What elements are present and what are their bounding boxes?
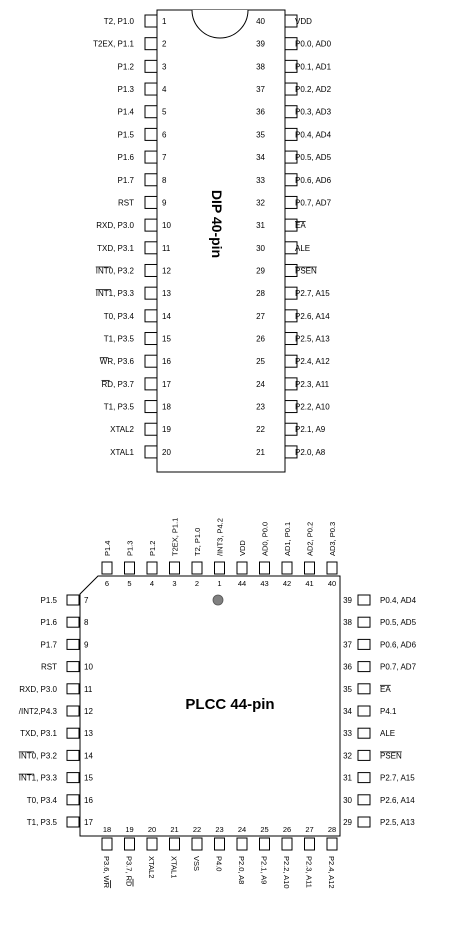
pin-number: 22 <box>256 425 265 435</box>
pin-label: P2.5, A13 <box>295 334 330 344</box>
pin-label: XTAL1 <box>169 856 179 879</box>
pin-number: 33 <box>256 175 265 185</box>
pin-lead <box>145 15 157 27</box>
pin-label: RXD, P3.0 <box>96 221 134 231</box>
pin-label: RXD, P3.0 <box>19 684 57 694</box>
pin-label: XTAL1 <box>110 447 134 457</box>
pin-label: P0.1, AD1 <box>295 62 332 72</box>
pin-number: 40 <box>256 17 265 26</box>
pin-lead <box>145 38 157 50</box>
pin-number: 39 <box>343 596 352 605</box>
pin-lead <box>102 838 112 850</box>
pin-lead <box>145 196 157 208</box>
pin-lead <box>358 706 370 716</box>
pin-number: 29 <box>256 266 265 276</box>
pin-label: P1.7 <box>117 175 134 185</box>
pin-lead <box>125 838 135 850</box>
pin-label: P0.5, AD5 <box>380 618 417 628</box>
pin-lead <box>305 838 315 850</box>
pin-lead <box>358 639 370 649</box>
pin-number: 32 <box>343 751 352 761</box>
pin-number: 23 <box>256 402 265 412</box>
pin-label: /INT2,P4.3 <box>18 707 57 716</box>
pin-number: 22 <box>192 825 202 834</box>
pin-label: T2EX, P1.1 <box>170 517 180 556</box>
pin-number: 6 <box>162 130 167 140</box>
pin-number: 30 <box>343 795 352 805</box>
pin-label: P2.1, A9 <box>295 425 326 435</box>
pin-number: 11 <box>84 684 93 694</box>
pin-number: 24 <box>237 825 247 834</box>
pin-lead <box>170 562 180 574</box>
pin-number: 6 <box>104 579 110 588</box>
pin-number: 12 <box>84 707 93 716</box>
pin-label: XTAL2 <box>110 425 134 435</box>
pin-label: P1.3 <box>117 85 134 95</box>
pin-label: P1.3 <box>125 540 135 556</box>
pin-number: 31 <box>343 773 352 783</box>
pin-number: 38 <box>256 62 265 72</box>
pin-number: 42 <box>282 579 292 588</box>
pin-number: 17 <box>84 818 93 827</box>
pin-number: 13 <box>84 729 93 739</box>
pin-number: 26 <box>256 334 265 344</box>
pin-label: T2, P1.0 <box>193 527 202 556</box>
pin-lead <box>145 378 157 390</box>
pin-label: P0.4, AD4 <box>295 130 332 140</box>
pin-number: 43 <box>260 579 269 588</box>
pin-lead <box>358 817 370 827</box>
pin-label: P0.3, AD3 <box>295 107 332 117</box>
pin-number: 13 <box>162 289 171 299</box>
pin-lead <box>145 287 157 299</box>
pin-number: 3 <box>162 62 167 72</box>
pin-number: 14 <box>162 311 171 321</box>
pin-label: AD1, P0.1 <box>283 521 292 556</box>
pin-label: P1.6 <box>40 618 57 628</box>
pin-label: RST <box>118 198 134 208</box>
pin-label: P4.0 <box>214 856 224 872</box>
pin-lead <box>145 401 157 413</box>
pin-label: EA <box>380 684 391 694</box>
pin-number: 31 <box>256 221 265 231</box>
pin-lead <box>67 750 79 760</box>
pin-lead <box>145 355 157 367</box>
pin-number: 10 <box>84 662 93 672</box>
pin-label: INT1, P3.3 <box>95 289 134 299</box>
pin-number: 16 <box>84 795 93 805</box>
pin-lead <box>145 333 157 345</box>
pin-label: T1, P3.5 <box>103 334 134 344</box>
pin-label: P3.6, WR <box>102 856 111 889</box>
pin-number: 44 <box>237 579 247 588</box>
pin-number: 41 <box>305 579 314 588</box>
pin-lead <box>358 595 370 605</box>
plcc-package <box>19 518 417 889</box>
pin-lead <box>145 423 157 435</box>
pin-lead <box>305 562 315 574</box>
pin-label: AD3, P0.3 <box>328 521 337 556</box>
pin-label: P2.3, A11 <box>295 379 330 389</box>
pin1-marker <box>213 595 223 605</box>
pin-label: P0.7, AD7 <box>295 198 332 208</box>
pin-number: 3 <box>172 579 177 588</box>
pin-number: 29 <box>343 818 352 827</box>
pin-label: T0, P3.4 <box>103 311 134 321</box>
pin-lead <box>215 562 225 574</box>
pin-label: P0.2, AD2 <box>295 85 332 95</box>
pin-label: P1.5 <box>40 596 57 605</box>
pin-lead <box>145 60 157 72</box>
pin-lead <box>260 562 270 574</box>
pin-label: P2.6, A14 <box>380 795 415 805</box>
pin-number: 17 <box>162 379 171 389</box>
pin-number: 7 <box>84 596 89 605</box>
pin-number: 36 <box>256 107 265 117</box>
pin-label: P2.7, A15 <box>380 773 415 783</box>
pin-lead <box>282 562 292 574</box>
pin-lead <box>145 83 157 95</box>
pin-label: AD0, P0.0 <box>260 521 270 556</box>
pin-label: T1, P3.5 <box>103 402 134 412</box>
pin-number: 1 <box>217 579 222 588</box>
pin-label: P1.4 <box>117 107 134 117</box>
pin-label: INT0, P3.2 <box>18 751 57 761</box>
pin-label: TXD, P3.1 <box>97 243 134 253</box>
pin-number: 4 <box>162 85 167 95</box>
pin-number: 9 <box>84 640 89 650</box>
pin-lead <box>260 838 270 850</box>
pin-lead <box>67 706 79 716</box>
pin-number: 19 <box>125 825 134 834</box>
pin-label: P2.6, A14 <box>295 311 330 321</box>
pin-number: 15 <box>84 773 93 783</box>
pin-number: 40 <box>327 579 337 588</box>
pin-label: P0.0, AD0 <box>295 39 332 49</box>
pin-lead <box>237 838 247 850</box>
pin-number: 38 <box>343 618 352 628</box>
pin-number: 36 <box>343 662 352 672</box>
pin-label: VDD <box>238 540 247 556</box>
pin-label: P0.4, AD4 <box>380 596 417 605</box>
pin-lead <box>358 684 370 694</box>
pin-number: 2 <box>194 579 200 588</box>
pin-label: ALE <box>380 729 396 739</box>
pin-number: 20 <box>147 825 157 834</box>
pin-lead <box>147 838 157 850</box>
pin-number: 28 <box>327 825 337 834</box>
pin-lead <box>327 838 337 850</box>
pin-number: 8 <box>84 618 89 628</box>
pin-label: T2, P1.0 <box>103 17 134 26</box>
pin-number: 37 <box>343 640 352 650</box>
pin-lead <box>67 617 79 627</box>
pin-lead <box>145 446 157 458</box>
pin-label: P4.1 <box>380 707 397 716</box>
pin-lead <box>145 264 157 276</box>
pin-lead <box>358 795 370 805</box>
pin-label: P2.4, A12 <box>295 357 330 367</box>
pin-number: 19 <box>162 425 171 435</box>
pin-label: P2.0, A8 <box>295 447 326 457</box>
pin-lead <box>358 662 370 672</box>
pin-lead <box>67 773 79 783</box>
pin-number: 33 <box>343 729 352 739</box>
pin-lead <box>237 562 247 574</box>
pin-number: 12 <box>162 266 171 276</box>
pin-lead <box>192 838 202 850</box>
pin-label: AD2, P0.2 <box>305 521 315 556</box>
pin-label: P2.3, A11 <box>304 856 314 888</box>
dip-package <box>93 10 331 472</box>
pin-lead <box>145 310 157 322</box>
pin-label: ALE <box>295 243 311 253</box>
pin-lead <box>67 795 79 805</box>
pin-number: 34 <box>343 707 352 716</box>
pin-lead <box>145 219 157 231</box>
pin-label: /INT3, P4.2 <box>215 518 225 556</box>
pin-label: T0, P3.4 <box>26 795 57 805</box>
pin-label: P2.7, A15 <box>295 289 330 299</box>
pin-number: 35 <box>256 130 265 140</box>
pin-number: 34 <box>256 153 265 163</box>
pin-label: XTAL2 <box>147 856 156 879</box>
pin-number: 35 <box>343 684 352 694</box>
pin-lead <box>358 750 370 760</box>
pin-number: 28 <box>256 289 265 299</box>
pin-label: P1.2 <box>117 62 134 72</box>
pin-label: T2EX, P1.1 <box>93 39 134 49</box>
pin-lead <box>145 106 157 118</box>
pin-label: P0.5, AD5 <box>295 153 332 163</box>
pin-lead <box>147 562 157 574</box>
pin-lead <box>145 174 157 186</box>
pin-number: 20 <box>162 447 171 457</box>
pin-label: RD, P3.7 <box>101 379 134 389</box>
pin-lead <box>67 817 79 827</box>
pin-lead <box>145 242 157 254</box>
pin-label: P2.5, A13 <box>380 818 415 827</box>
pin-label: PSEN <box>380 751 402 761</box>
pin-lead <box>327 562 337 574</box>
pin-lead <box>358 773 370 783</box>
plcc-title: PLCC 44-pin <box>185 696 275 713</box>
pin-number: 16 <box>162 357 171 367</box>
dip-title: DIP 40-pin <box>209 189 225 259</box>
pin-label: VSS <box>192 856 201 872</box>
pin-lead <box>215 838 225 850</box>
pin-lead <box>67 728 79 738</box>
pin-number: 26 <box>282 825 292 834</box>
pin-lead <box>170 838 180 850</box>
pin-label: PSEN <box>295 266 317 276</box>
pin-number: 5 <box>162 107 167 117</box>
pin-label: P0.6, AD6 <box>380 640 417 650</box>
pin-number: 27 <box>256 311 265 321</box>
pin-number: 8 <box>162 175 167 185</box>
pin-label: EA <box>295 221 306 231</box>
pin-number: 9 <box>162 198 167 208</box>
pin-number: 18 <box>162 402 171 412</box>
pin-label: RST <box>41 662 57 672</box>
pin-label: VDD <box>295 17 312 26</box>
pin-label: T1, P3.5 <box>26 818 57 827</box>
pin-label: P1.6 <box>117 153 134 163</box>
pin-label: P2.1, A9 <box>259 856 269 885</box>
pin-number: 25 <box>256 357 265 367</box>
pin-number: 21 <box>170 825 179 834</box>
pin-lead <box>145 128 157 140</box>
pin-number: 10 <box>162 221 171 231</box>
pin-label: P1.5 <box>117 130 134 140</box>
pin-lead <box>67 662 79 672</box>
pin-number: 37 <box>256 85 265 95</box>
pin-label: P1.2 <box>148 540 157 556</box>
pin-label: P1.7 <box>40 640 57 650</box>
pin-number: 18 <box>102 825 112 834</box>
pin-lead <box>282 838 292 850</box>
pin-number: 21 <box>256 447 265 457</box>
pin-label: WR, P3.6 <box>99 357 134 367</box>
pin-lead <box>67 684 79 694</box>
pin-label: TXD, P3.1 <box>20 729 57 739</box>
pin-lead <box>125 562 135 574</box>
pin-number: 27 <box>305 825 314 834</box>
pin-number: 24 <box>256 379 265 389</box>
pin-lead <box>192 562 202 574</box>
pin-label: P1.4 <box>103 540 112 556</box>
pin-number: 32 <box>256 198 265 208</box>
pin-lead <box>102 562 112 574</box>
pin-lead <box>145 151 157 163</box>
pin-label: P3.7, RD <box>124 856 134 887</box>
pin-number: 15 <box>162 334 171 344</box>
pin-label: INT0, P3.2 <box>95 266 134 276</box>
pin-label: P2.4, A12 <box>327 856 336 889</box>
pin-number: 4 <box>149 579 155 588</box>
pin-number: 2 <box>162 39 167 49</box>
pin-number: 1 <box>162 17 167 26</box>
pin-lead <box>358 617 370 627</box>
pin-label: P2.2, A10 <box>282 856 291 889</box>
pin-number: 23 <box>215 825 224 834</box>
pin-label: P2.0, A8 <box>237 856 246 885</box>
pin-number: 5 <box>127 579 132 588</box>
pin-number: 39 <box>256 39 265 49</box>
pin-lead <box>67 595 79 605</box>
pin-number: 7 <box>162 153 167 163</box>
pin-number: 11 <box>162 243 171 253</box>
pin-number: 14 <box>84 751 93 761</box>
pin-label: P0.7, AD7 <box>380 662 417 672</box>
pin-number: 30 <box>256 243 265 253</box>
pin-label: P2.2, A10 <box>295 402 330 412</box>
pin-label: INT1, P3.3 <box>18 773 57 783</box>
pin-lead <box>67 639 79 649</box>
pin-number: 25 <box>260 825 269 834</box>
pin-label: P0.6, AD6 <box>295 175 332 185</box>
pin-lead <box>358 728 370 738</box>
